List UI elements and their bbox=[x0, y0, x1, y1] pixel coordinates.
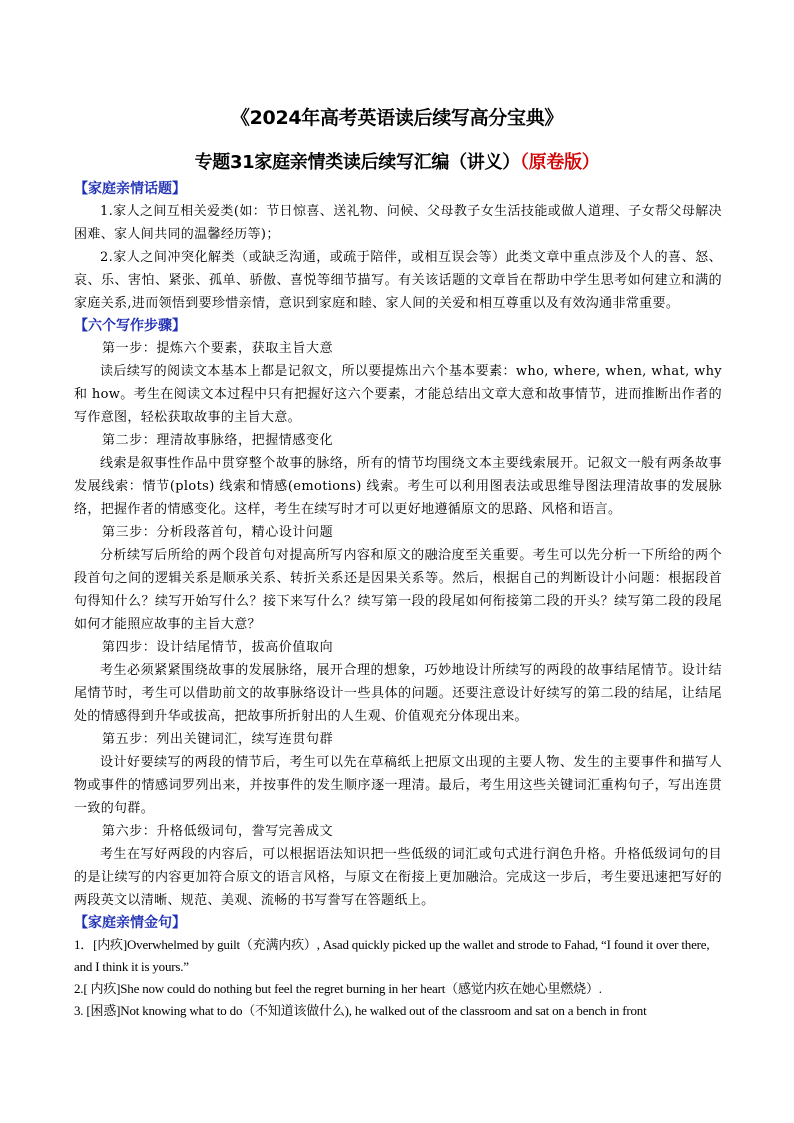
golden-sentence: 1．[内疚]Overwhelmed by guilt（充满内疚）, Asad quickly picked up the wallet and strode to Fahad, “I found it over there, and I think it is yours.” bbox=[74, 937, 710, 974]
step-body: 考生必须紧紧围绕故事的发展脉络，展开合理的想象，巧妙地设计所续写的两段的故事结尾情节。设计结尾情节时，考生可以借助前文的故事脉络设计一些具体的问题。还要注意设计好续写的第二段的结尾，让结尾处的情感得到升华或拔高，把故事所折射出的人生观、价值观充分体现出来。 bbox=[74, 663, 722, 724]
subtitle-main: 专题31家庭亲情类读后续写汇编（讲义） bbox=[194, 152, 520, 173]
step-body: 分析续写后所给的两个段首句对提高所写内容和原文的融洽度至关重要。考生可以先分析一下所给的两个段首句之间的逻辑关系是顺承关系、转折关系还是因果关系等。然后，根据自己的判断设计小问题：根据段首句得知什么？续写开始写什么？接下来写什么？续写第一段的段尾如何衔接第二段的开头？续写第二段的段尾如何才能照应故事的主旨大意？ bbox=[74, 548, 722, 632]
golden-sentence: 2.[ 内疚]She now could do nothing but feel the regret burning in her heart（感觉内疚在她心里燃烧）. bbox=[74, 981, 602, 996]
step-body: 考生在写好两段的内容后，可以根据语法知识把一些低级的词汇或句式进行润色升格。升格低级词句的目的是让续写的内容更加符合原文的语言风格，与原文在衔接上更加融洽。完成这一步后，考生要迅速把写好的两段英文以清晰、规范、美观、流畅的书写誊写在答题纸上。 bbox=[74, 847, 722, 908]
subtitle-tag: （原卷版） bbox=[519, 152, 600, 173]
section-heading-golden-sentences: 【家庭亲情金句】 bbox=[74, 915, 186, 931]
topic-paragraph-2: 2.家人之间冲突化解类（或缺乏沟通，或疏于陪伴，或相互误会等）此类文章中重点涉及个人的喜、怒、哀、乐、害怕、紧张、孤单、骄傲、喜悦等细节描写。有关该话题的文章旨在帮助中学生思考如何建立和满的家庭关系,进而领悟到要珍惜亲情，意识到家庭和睦、家人间的关爱和相互尊重以及有效沟通非常重要。 bbox=[74, 250, 722, 311]
step-title: 第四步：设计结尾情节，拔高价值取向 bbox=[102, 640, 334, 655]
section-heading-family-topics: 【家庭亲情话题】 bbox=[74, 181, 186, 197]
step-body: 线索是叙事性作品中贯穿整个故事的脉络，所有的情节均围绕文本主要线索展开。记叙文一般有两条故事发展线索：情节(plots) 线索和情感(emotions) 线索。考生可以利用图表法或思维导图法理清故事的发展脉络，把握作者的情感变化。这样，考生在续写时才可以更好地遵循原文的思路、风格和语言。 bbox=[74, 456, 722, 517]
document-title: 《2024年高考英语读后续写高分宝典》 bbox=[230, 107, 564, 129]
section-heading-writing-steps: 【六个写作步骤】 bbox=[74, 318, 186, 334]
step-body: 设计好要续写的两段的情节后，考生可以先在草稿纸上把原文出现的主要人物、发生的主要事件和描写人物或事件的情感词罗列出来，并按事件的发生顺序逐一理清。最后，考生用这些关键词汇重构句子，写出连贯一致的句群。 bbox=[74, 755, 722, 816]
step-body: 读后续写的阅读文本基本上都是记叙文，所以要提炼出六个基本要素：who, where, when, what, why 和 how。考生在阅读文本过程中只有把握好这六个要素，才能总结出文章大意和故事情节，进而推断出作者的写作意图，轻松获取故事的主旨大意。 bbox=[74, 364, 722, 425]
step-title: 第一步：提炼六个要素，获取主旨大意 bbox=[102, 341, 334, 356]
step-title: 第二步：理清故事脉络，把握情感变化 bbox=[102, 433, 334, 448]
step-title: 第五步：列出关键词汇，续写连贯句群 bbox=[102, 732, 334, 747]
topic-paragraph-1: 1.家人之间互相关爱类(如：节日惊喜、送礼物、问候、父母教子女生活技能或做人道理、子女帮父母解决困难、家人间共同的温馨经历等)； bbox=[74, 204, 722, 242]
document-subtitle bbox=[0, 148, 794, 174]
golden-sentence: 3. [困惑]Not knowing what to do（不知道该做什么), he walked out of the classroom and sat on a bench in front bbox=[74, 1003, 647, 1018]
document-body bbox=[74, 178, 722, 1022]
step-title: 第三步：分析段落首句，精心设计问题 bbox=[102, 525, 334, 540]
step-title: 第六步：升格低级词句，誊写完善成文 bbox=[102, 824, 334, 839]
